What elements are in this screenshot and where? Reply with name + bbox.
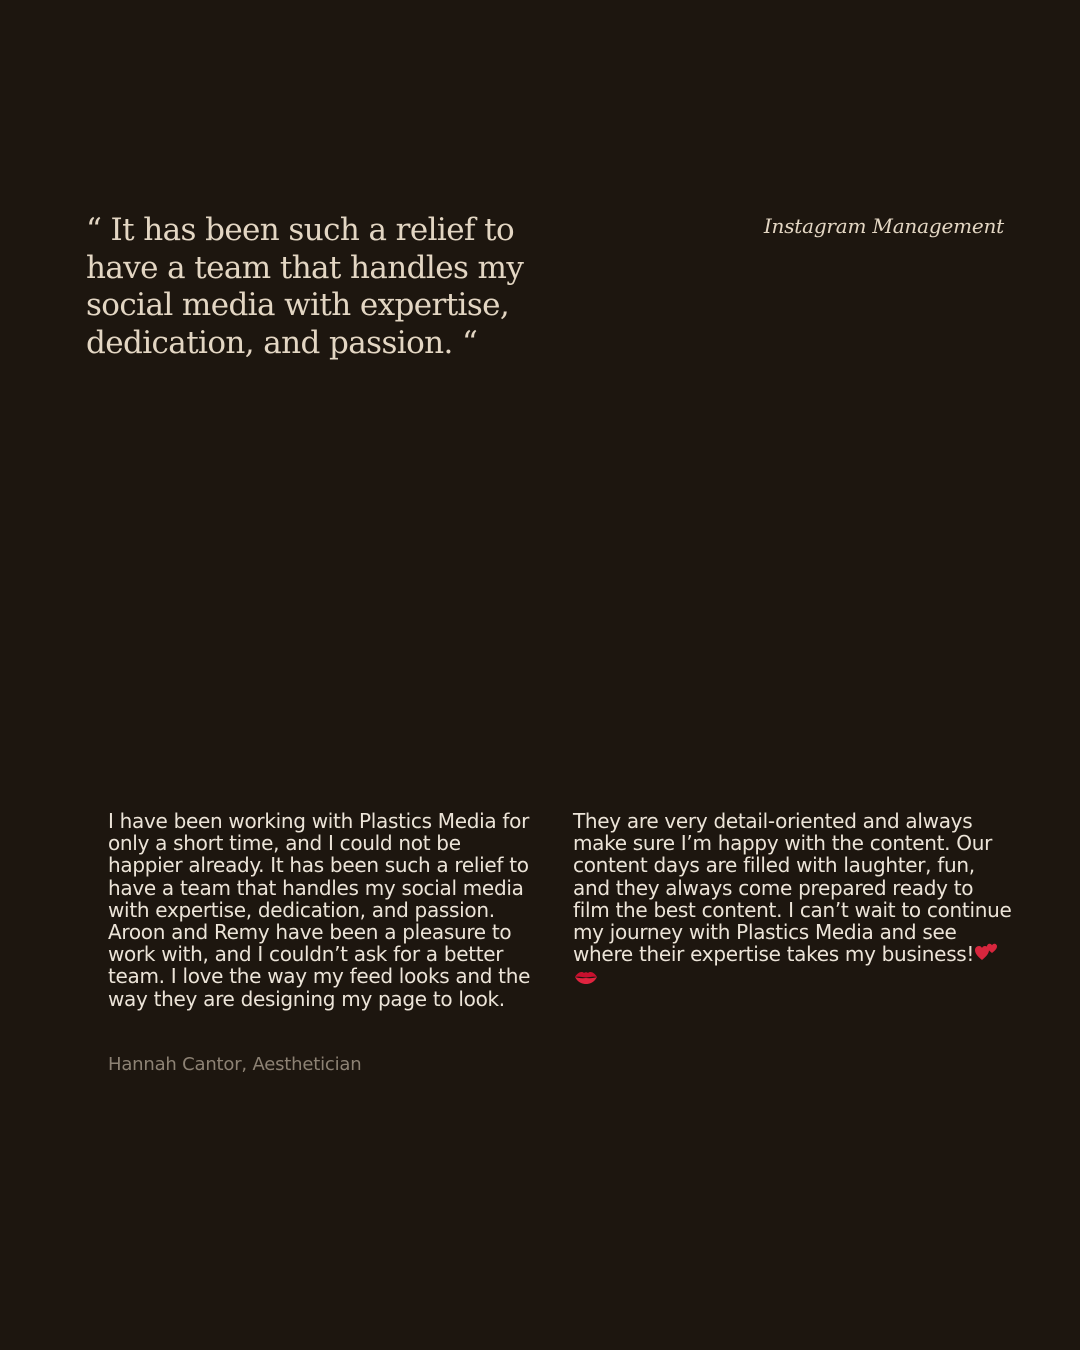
service-label: Instagram Management (763, 214, 1004, 238)
testimonial-attribution: Hannah Cantor, Aesthetician (108, 1054, 362, 1075)
kiss-mark-icon (574, 967, 598, 991)
testimonial-text-left (108, 810, 538, 1010)
headline-quote: “ It has been such a relief to have a team that handles my social media with expertise, dedication, and passion. “ (86, 212, 524, 361)
testimonial-text-right-content: They are very detail-oriented and always make sure I’m happy with the content. Our content days are filled with laughter, fun, and they always come prepared ready to film the best content. I can’t wait to continue my journey with Plastics Media and see where their expertise takes my business! (573, 809, 1012, 967)
testimonial-text-left-content: I have been working with Plastics Media for only a short time, and I could not be happier already. It has been such a relief to have a team that handles my social media with expertise, dedication, and passion. Aroon and Remy have been a pleasure to work with, and I couldn’t ask for a better team. I love the way my feed looks and the way they are designing my page to look. (108, 809, 531, 1011)
testimonial-text-right (573, 810, 1013, 992)
two-hearts-icon (975, 943, 999, 967)
